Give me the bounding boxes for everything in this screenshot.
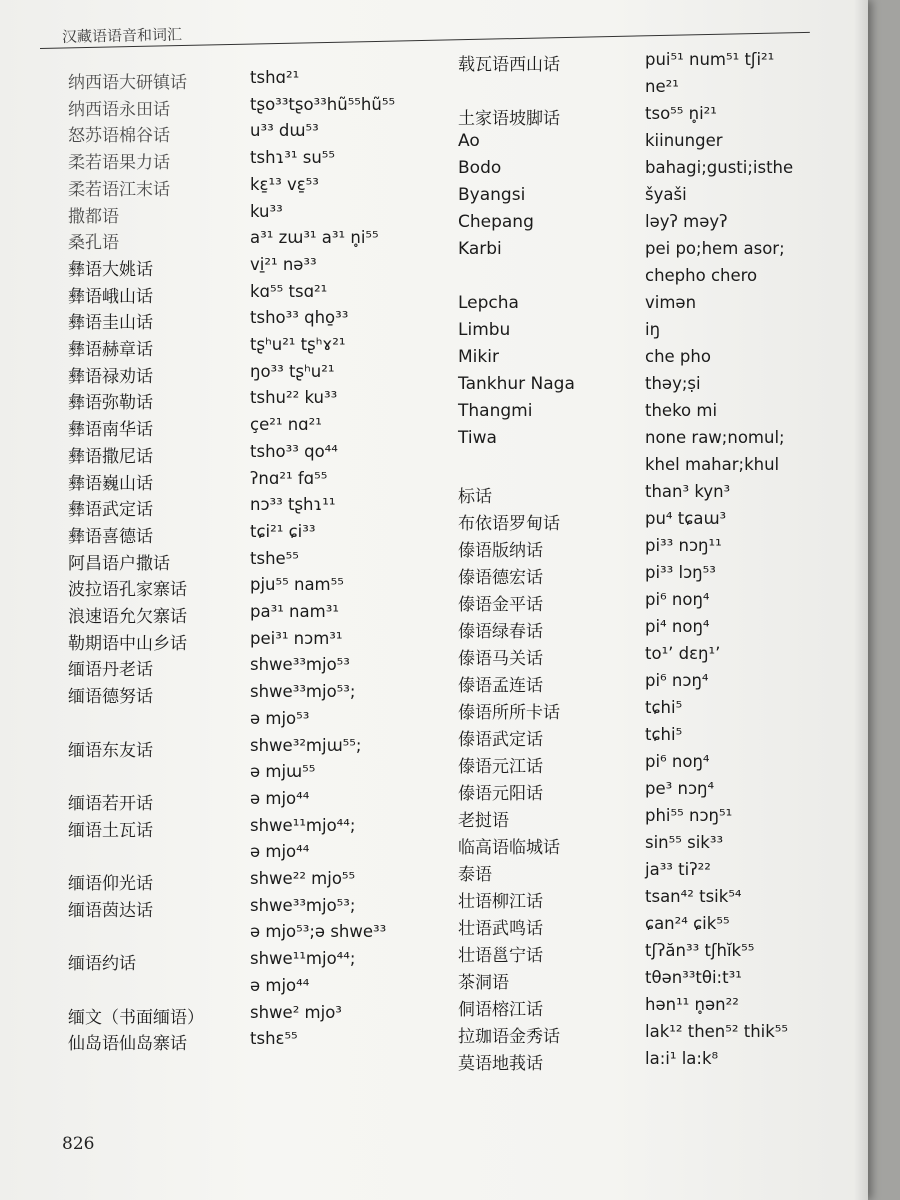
language-name: 彝语喜德话 <box>68 526 153 547</box>
word-form: kɛ̱¹³ vɛ̱⁵³ <box>250 174 319 194</box>
word-form: vimən <box>645 293 697 312</box>
language-name: 彝语武定话 <box>68 500 153 521</box>
word-form: šyaši <box>645 185 687 204</box>
word-form: pu⁴ tɕaɯ³ <box>645 509 727 528</box>
word-form: tshɛ⁵⁵ <box>250 1029 298 1049</box>
language-name: 缅语德努话 <box>68 687 153 708</box>
word-form: shwe³³mjo⁵³ <box>250 655 350 675</box>
language-name: 布依语罗甸话 <box>458 514 560 534</box>
word-form: pi⁴ noŋ⁴ <box>645 617 710 636</box>
page-number: 826 <box>62 1134 95 1154</box>
language-name: 载瓦语西山话 <box>458 55 560 75</box>
word-form: shwe¹¹mjo⁴⁴; <box>250 949 356 969</box>
word-form: lak¹² then⁵² thik⁵⁵ <box>645 1022 789 1041</box>
language-name: Mikir <box>458 347 499 367</box>
word-form: tshe⁵⁵ <box>250 548 299 568</box>
word-form: shwe²² mjo⁵⁵ <box>250 869 356 888</box>
language-name: 彝语弥勒话 <box>68 393 153 414</box>
language-name: 彝语赫章话 <box>68 340 153 360</box>
language-name: 临高语临城话 <box>458 838 560 858</box>
language-name: Thangmi <box>458 401 533 421</box>
language-name: 怒苏语棉谷话 <box>68 126 170 147</box>
language-name: Limbu <box>458 320 511 340</box>
language-name: Ao <box>458 131 480 151</box>
word-form: ə mjo⁴⁴ <box>250 788 310 808</box>
language-name: Tiwa <box>458 428 497 448</box>
word-form: pi⁶ nɔŋ⁴ <box>645 671 709 690</box>
word-form: tshɿ³¹ su⁵⁵ <box>250 148 336 168</box>
word-form: phi⁵⁵ nɔŋ⁵¹ <box>645 806 733 825</box>
word-form: tsho³³ qho̱³³ <box>250 308 349 328</box>
word-form: vi̱²¹ nə³³ <box>250 254 317 274</box>
word-form: pui⁵¹ num⁵¹ tʃi²¹ <box>645 50 775 69</box>
language-name: 缅语东友话 <box>68 740 153 761</box>
word-form: çe²¹ nɑ²¹ <box>250 415 322 435</box>
word-form: shwe³³mjo⁵³; <box>250 895 356 915</box>
word-form: thəy;ṣi <box>645 374 701 393</box>
language-name: 泰语 <box>458 865 492 885</box>
word-form: ɕan²⁴ ɕik⁵⁵ <box>645 914 730 933</box>
word-form: pi³³ lɔŋ⁵³ <box>645 563 716 582</box>
language-name: 土家语坡脚话 <box>458 109 560 129</box>
language-name: 撒都语 <box>68 206 119 227</box>
word-form: pju⁵⁵ nam⁵⁵ <box>250 575 344 595</box>
word-form: la:i¹ la:k⁸ <box>645 1049 719 1068</box>
word-form: tɕi²¹ ɕi³³ <box>250 521 316 541</box>
language-name: 勒期语中山乡话 <box>68 633 187 654</box>
word-form: tsho³³ qo⁴⁴ <box>250 441 338 461</box>
word-form: pe³ nɔŋ⁴ <box>645 779 715 798</box>
word-form: chepho chero <box>645 266 758 285</box>
word-form: pei³¹ nɔm³¹ <box>250 628 343 648</box>
word-form: u³³ dɯ⁵³ <box>250 121 319 141</box>
word-form: tsan⁴² tsik⁵⁴ <box>645 887 742 906</box>
language-name: 阿昌语户撒话 <box>68 553 170 574</box>
word-form: tθən³³tθi:t³¹ <box>645 968 742 987</box>
word-form: none raw;nomul; <box>645 428 785 447</box>
language-name: Tankhur Naga <box>458 374 575 394</box>
language-name: 彝语圭山话 <box>68 313 153 334</box>
language-name: 傣语德宏话 <box>458 568 543 588</box>
word-form: ja³³ tiʔ²² <box>645 860 711 879</box>
word-form: pi⁶ noŋ⁴ <box>645 590 710 609</box>
language-name: 纳西语大研镇话 <box>68 73 187 93</box>
language-name: 傣语马关话 <box>458 649 543 669</box>
language-name: 波拉语孔家寨话 <box>68 580 187 601</box>
language-name: 缅语土瓦话 <box>68 820 153 841</box>
language-name: 彝语禄劝话 <box>68 366 153 387</box>
word-form: tʃʔăn³³ tʃhĭk⁵⁵ <box>645 941 755 960</box>
word-form: shwe² mjo³ <box>250 1002 342 1022</box>
word-form: ə mjo⁵³;ə shwe³³ <box>250 922 387 942</box>
word-form: tshu²² ku³³ <box>250 388 338 408</box>
language-name: 纳西语永田话 <box>68 99 170 120</box>
language-name: 缅语约话 <box>68 954 136 975</box>
language-name: 壮语邕宁话 <box>458 946 543 966</box>
language-name: 傣语元阳话 <box>458 784 543 804</box>
word-form: kiinunger <box>645 131 723 150</box>
word-form: shwe³³mjo⁵³; <box>250 682 356 702</box>
language-name: 老挝语 <box>458 811 509 831</box>
language-name: Byangsi <box>458 185 526 205</box>
word-form: tɕhi⁵ <box>645 725 683 744</box>
word-form: tshɑ²¹ <box>250 68 300 87</box>
running-header: 汉藏语语音和词汇 <box>61 25 183 46</box>
word-form: ne²¹ <box>645 77 679 96</box>
word-form: hən¹¹ n̥ən²² <box>645 995 739 1014</box>
language-name: 茶洞语 <box>458 973 509 993</box>
language-name: 傣语绿春话 <box>458 622 543 642</box>
language-name: 傣语武定话 <box>458 730 543 750</box>
word-form: khel mahar;khul <box>645 455 780 474</box>
language-name: Bodo <box>458 158 502 178</box>
word-form: shwe³²mjɯ⁵⁵; <box>250 735 362 755</box>
language-name: 侗语榕江话 <box>458 1000 543 1020</box>
language-name: 彝语大姚话 <box>68 259 153 280</box>
word-form: ə mjo⁵³ <box>250 708 310 728</box>
word-form: tʂʰu²¹ tʂʰɤ²¹ <box>250 335 346 354</box>
language-name: 莫语地莪话 <box>458 1054 543 1074</box>
language-name: 柔若语果力话 <box>68 153 170 174</box>
language-name: 傣语所所卡话 <box>458 703 560 723</box>
word-form: than³ kyn³ <box>645 482 731 501</box>
word-form: to¹ʼ dɛŋ¹ʼ <box>645 644 721 663</box>
word-form: ə mjɯ⁵⁵ <box>250 762 316 782</box>
word-form: ləyʔ məyʔ <box>645 212 728 231</box>
language-name: Lepcha <box>458 293 519 313</box>
language-name: 仙岛语仙岛寨话 <box>68 1034 187 1055</box>
word-form: shwe¹¹mjo⁴⁴; <box>250 815 356 835</box>
word-form: pi³³ nɔŋ¹¹ <box>645 536 722 555</box>
language-name: 标话 <box>458 487 492 507</box>
language-name: 缅语茵达话 <box>68 900 153 921</box>
word-form: ʔnɑ²¹ fɑ⁵⁵ <box>250 468 328 488</box>
language-name: 缅语若开话 <box>68 793 153 814</box>
language-name: 浪速语允欠寨话 <box>68 607 187 627</box>
language-name: 柔若语江末话 <box>68 179 170 200</box>
language-name: 桑孔语 <box>68 233 119 254</box>
language-name: 彝语撒尼话 <box>68 446 153 467</box>
word-form: sin⁵⁵ sik³³ <box>645 833 724 852</box>
language-name: 缅语仰光话 <box>68 874 153 894</box>
page-edge-shadow <box>854 0 868 1200</box>
word-form: bahagi;gusti;isthe <box>645 158 794 177</box>
word-form: tso⁵⁵ n̥i²¹ <box>645 104 717 123</box>
word-form: pi⁶ noŋ⁴ <box>645 752 710 771</box>
language-name: 傣语元江话 <box>458 757 543 777</box>
word-form: pei po;hem asor; <box>645 239 785 258</box>
language-name: 傣语孟连话 <box>458 676 543 696</box>
word-form: ku³³ <box>250 201 283 221</box>
word-form: nɔ³³ tʂhɿ¹¹ <box>250 495 336 515</box>
word-form: theko mi <box>645 401 718 420</box>
language-name: 彝语峨山话 <box>68 286 153 307</box>
language-name: 拉珈语金秀话 <box>458 1027 560 1047</box>
word-form: ə mjo⁴⁴ <box>250 842 310 862</box>
word-form: pa³¹ nam³¹ <box>250 602 339 621</box>
language-name: Karbi <box>458 239 502 259</box>
language-name: 彝语南华话 <box>68 420 153 441</box>
word-form: ŋo³³ tʂʰu²¹ <box>250 361 335 381</box>
word-form: ə mjo⁴⁴ <box>250 975 310 995</box>
language-name: Chepang <box>458 212 534 232</box>
language-name: 傣语版纳话 <box>458 541 543 561</box>
word-form: kɑ⁵⁵ tsɑ²¹ <box>250 281 328 301</box>
word-form: tʂo³³tʂo³³hũ⁵⁵hũ⁵⁵ <box>250 94 396 114</box>
language-name: 缅语丹老话 <box>68 660 153 681</box>
language-name: 缅文（书面缅语） <box>68 1007 204 1028</box>
language-name: 彝语巍山话 <box>68 473 153 494</box>
language-name: 傣语金平话 <box>458 595 543 615</box>
word-form: iŋ <box>645 320 661 339</box>
word-form: tɕhi⁵ <box>645 698 683 717</box>
language-name: 壮语武鸣话 <box>458 919 543 939</box>
word-form: a³¹ zɯ³¹ a³¹ n̥i⁵⁵ <box>250 228 379 248</box>
language-name: 壮语柳江话 <box>458 892 543 912</box>
word-form: che pho <box>645 347 711 366</box>
